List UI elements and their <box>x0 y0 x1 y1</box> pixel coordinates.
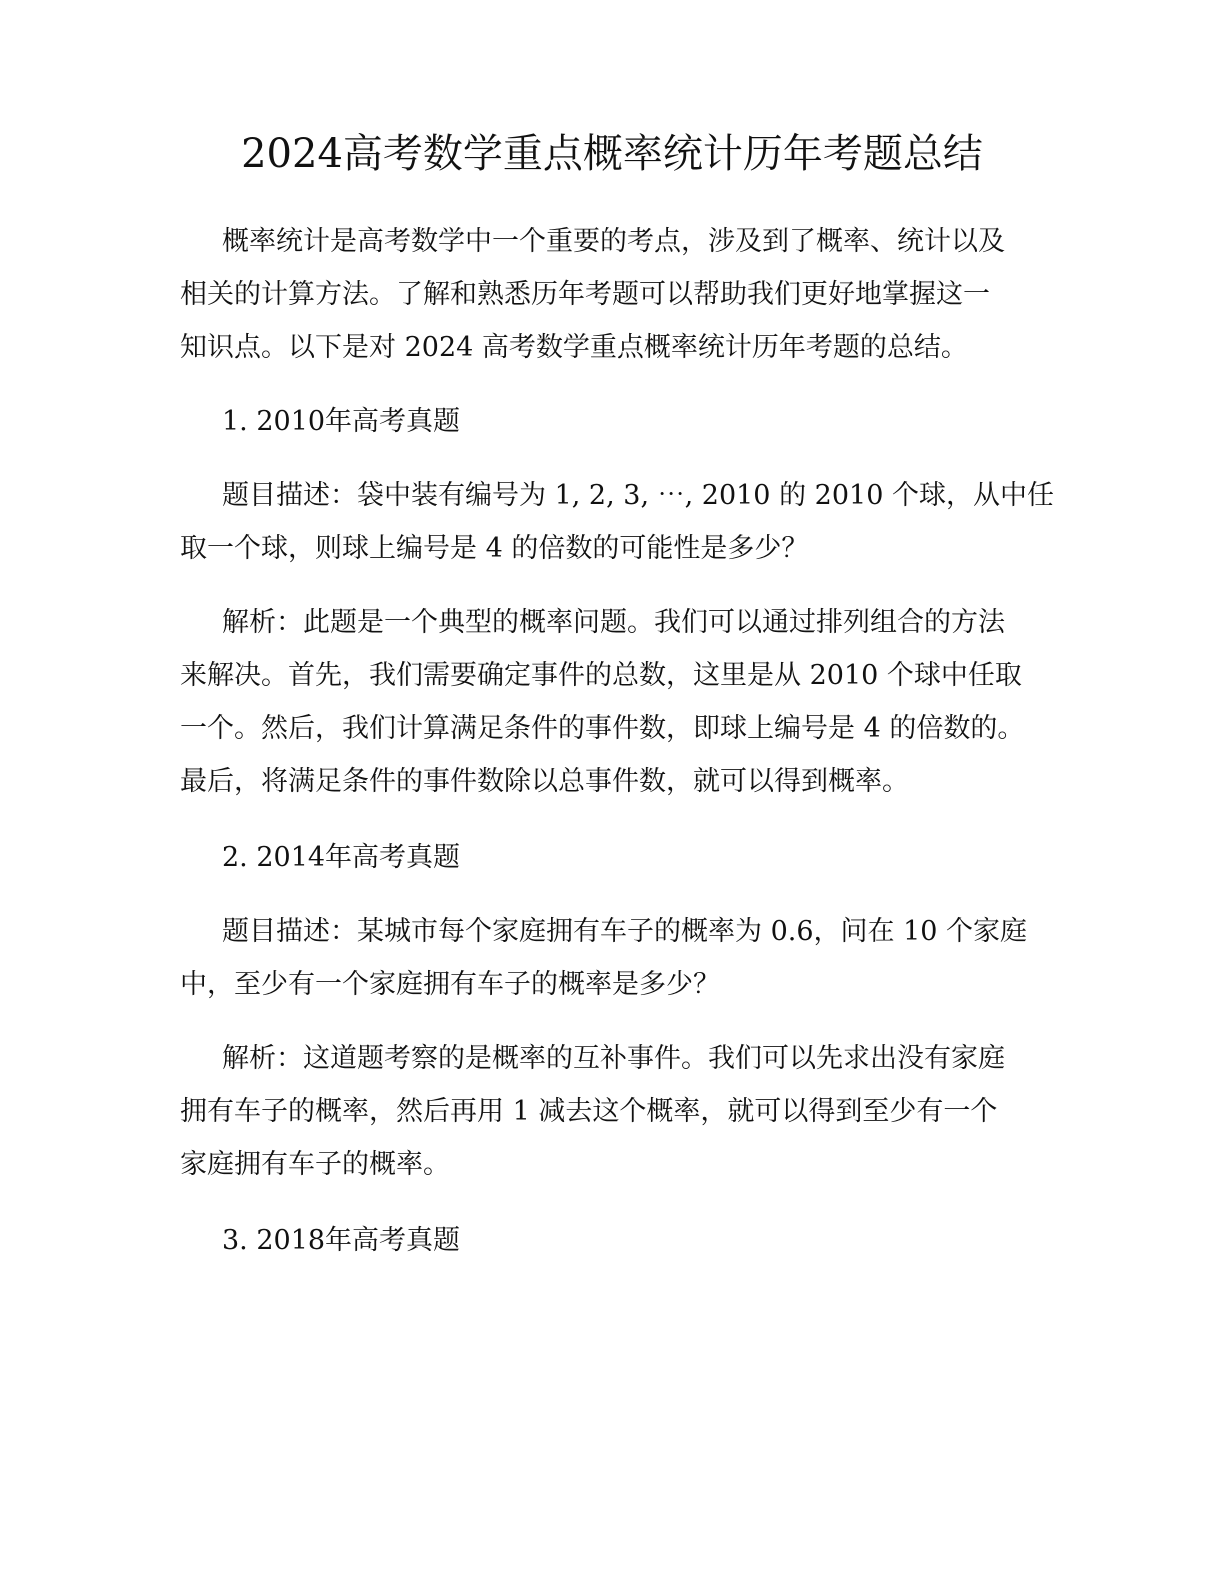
question-line: 题目描述：某城市每个家庭拥有车子的概率为 0.6，问在 10 个家庭 <box>222 916 1028 947</box>
question-line: 取一个球，则球上编号是 4 的倍数的可能性是多少？ <box>180 533 809 564</box>
analysis-line: 解析：这道题考察的是概率的互补事件。我们可以先求出没有家庭 <box>222 1043 1005 1074</box>
question-line: 题目描述：袋中装有编号为 1, 2, 3, ⋯, 2010 的 2010 个球，从中任 <box>222 480 1054 511</box>
section-heading: 3. 2018年高考真题 <box>222 1225 461 1256</box>
analysis-line: 一个。然后，我们计算满足条件的事件数，即球上编号是 4 的倍数的。 <box>180 713 1025 744</box>
section-heading: 1. 2010年高考真题 <box>222 406 461 437</box>
analysis-line: 解析：此题是一个典型的概率问题。我们可以通过排列组合的方法 <box>222 607 1005 638</box>
analysis-line: 来解决。首先，我们需要确定事件的总数，这里是从 2010 个球中任取 <box>180 660 1022 691</box>
question-line: 中，至少有一个家庭拥有车子的概率是多少？ <box>180 969 720 1000</box>
analysis-line: 最后，将满足条件的事件数除以总事件数，就可以得到概率。 <box>180 766 909 797</box>
intro-line: 知识点。以下是对 2024 高考数学重点概率统计历年考题的总结。 <box>180 332 968 363</box>
analysis-line: 拥有车子的概率，然后再用 1 减去这个概率，就可以得到至少有一个 <box>180 1096 998 1127</box>
section-heading: 2. 2014年高考真题 <box>222 842 461 873</box>
document-title: 2024高考数学重点概率统计历年考题总结 <box>241 131 983 177</box>
intro-line: 相关的计算方法。了解和熟悉历年考题可以帮助我们更好地掌握这一 <box>180 279 990 310</box>
intro-line: 概率统计是高考数学中一个重要的考点，涉及到了概率、统计以及 <box>222 226 1005 257</box>
analysis-line: 家庭拥有车子的概率。 <box>180 1149 450 1180</box>
